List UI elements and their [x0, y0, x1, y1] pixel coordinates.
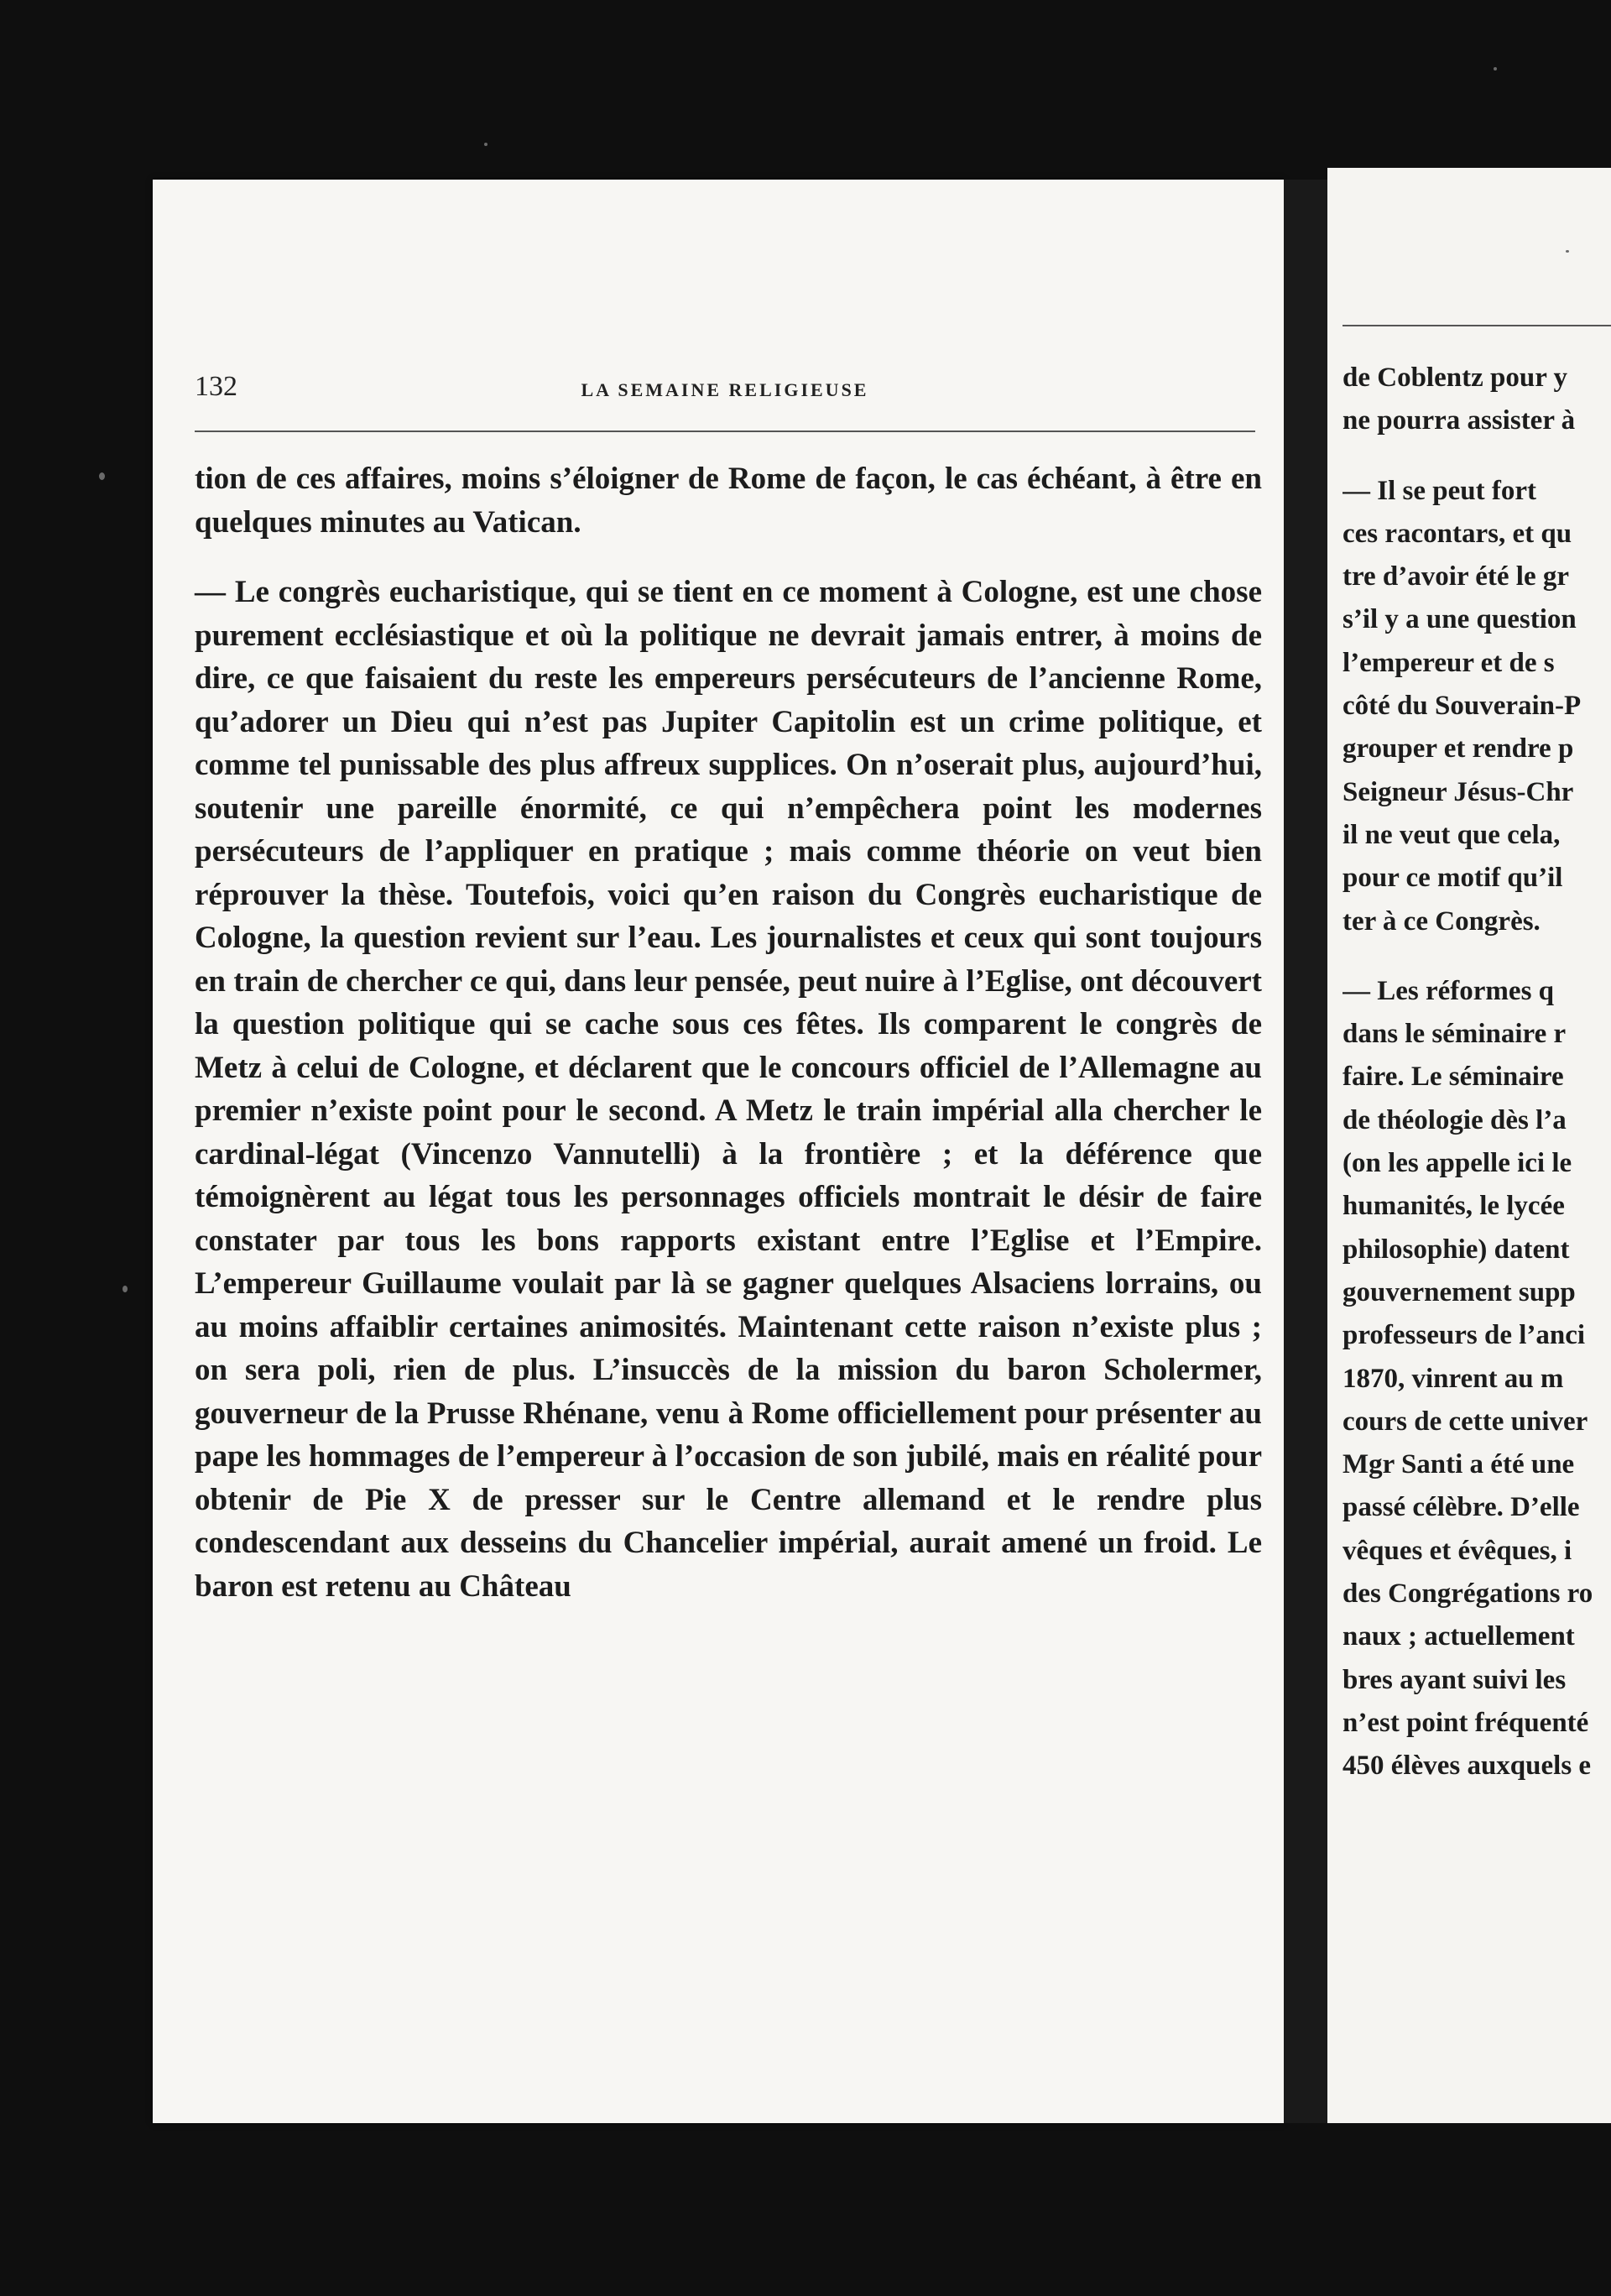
right-page-line: côté du Souverain-P: [1342, 691, 1582, 722]
scan-speck: [1566, 250, 1569, 253]
right-page-line: (on les appelle ici le: [1342, 1148, 1572, 1179]
right-page-line: naux ; actuellement: [1342, 1621, 1575, 1652]
right-page-line: des Congrégations ro: [1342, 1578, 1593, 1610]
right-page-line: ces racontars, et qu: [1342, 518, 1572, 549]
paragraph: tion de ces affaires, moins s’éloigner de Rome de façon, le cas échéant, à être en quelques minutes au Vatican.: [195, 462, 1262, 540]
right-page-line: professeurs de l’anci: [1342, 1320, 1586, 1351]
right-page-line: Seigneur Jésus-Chr: [1342, 776, 1574, 807]
right-page-line: de théologie dès l’a: [1342, 1104, 1567, 1135]
right-page-line: — Il se peut fort: [1342, 475, 1536, 506]
right-page-line: — Les réformes q: [1342, 975, 1555, 1006]
right-page-line: bres ayant suivi les: [1342, 1664, 1567, 1695]
paragraph-gap: [1342, 943, 1611, 970]
right-page-line: de Coblentz pour y: [1342, 363, 1567, 393]
right-page-line: 1870, vinrent au m: [1342, 1363, 1564, 1394]
scan-speck: [99, 472, 105, 480]
right-page-line: humanités, le lycée: [1342, 1191, 1565, 1222]
right-page-line: tre d’avoir été le gr: [1342, 561, 1569, 592]
right-page-line: grouper et rendre p: [1342, 733, 1574, 764]
right-page-line: s’il y a une question: [1342, 604, 1577, 635]
right-page-line: dans le séminaire r: [1342, 1019, 1567, 1050]
right-page-line: l’empereur et de s: [1342, 647, 1555, 678]
right-page-body: [1342, 357, 1611, 1788]
right-header-rule: [1342, 325, 1611, 326]
header-rule: [195, 430, 1255, 432]
left-page-body: [195, 457, 1262, 1608]
paragraph: — Le congrès eucharistique, qui se tient en ce moment à Cologne, est une chose purement ecclésiastique et où la politique ne devrait jamais entrer, à moins de dire, ce que faisaient du reste les empereurs persécuteurs de l’ancienne Rome, qu’adorer un Dieu qui n’est pas Jupiter Capitolin est un crime politique, et comme tel punissable des plus affreux supplices. On n’oserait plus, aujourd’hui, soutenir une pareille énormité, ce qui n’empêchera point les modernes persécuteurs de l’appliquer en pratique ; mais comme théorie on veut bien réprouver la thèse. Toutefois, voici qu’en raison du Congrès eucharistique de Cologne, la question revient sur l’eau. Les journalistes et ceux qui sont toujours en train de chercher ce qui, dans leur pensée, peut nuire à l’Eglise, ont découvert la question politique qui se cache sous ces fêtes. Ils comparent le congrès de Metz à celui de Cologne, et déclarent que le concours officiel de l’Allemagne au premier n’existe point pour le second. A Metz le train impérial alla chercher le cardinal-légat (Vincenzo Vannutelli) à la frontière ; et la déférence que témoignèrent au légat tous les personnages officiels montrait le désir de faire constater par tous les bons rapports existant entre l’Eglise et l’Empire. L’empereur Guillaume voulait par là se gagner quelques Alsaciens lorrains, ou au moins affaiblir certaines animosités. Maintenant cette raison n’existe plus ; on sera poli, rien de plus. L’insuccès de la mission du baron Scholermer, gouverneur de la Prusse Rhénane, venu à Rome officiellement pour présenter au pape les hommages de l’empereur à l’occasion de son jubilé, mais en réalité pour obtenir de Pie X de presser sur le Centre allemand et le rendre plus condescendant aux desseins du Chancelier impérial, aurait amené un froid. Le baron est retenu au Château: [195, 575, 1262, 1604]
scan-speck: [1494, 67, 1497, 70]
right-block-1: [1342, 357, 1611, 443]
right-block-3: [1342, 970, 1611, 1788]
right-page-line: il ne veut que cela,: [1342, 819, 1561, 850]
scan-speck: [484, 143, 487, 146]
right-page-line: Mgr Santi a été une: [1342, 1449, 1575, 1480]
right-page-line: pour ce motif qu’il: [1342, 863, 1563, 894]
right-page-line: 450 élèves auxquels e: [1342, 1751, 1592, 1782]
right-block-2: [1342, 470, 1611, 943]
scan-speck: [123, 1286, 128, 1292]
right-page-line: gouvernement supp: [1342, 1276, 1576, 1307]
right-page-line: cours de cette univer: [1342, 1406, 1588, 1437]
right-page-line: faire. Le séminaire: [1342, 1062, 1564, 1093]
right-page-line: passé célèbre. D’elle: [1342, 1492, 1580, 1523]
running-title: LA SEMAINE RELIGIEUSE: [581, 379, 869, 400]
page-header: [195, 195, 1255, 402]
paragraph-gap: [1342, 443, 1611, 470]
right-page-line: vêques et évêques, i: [1342, 1535, 1572, 1566]
right-page-line: ter à ce Congrès.: [1342, 905, 1541, 937]
book-gutter: [1284, 180, 1327, 2123]
right-page-line: ne pourra assister à: [1342, 405, 1576, 436]
right-page-line: n’est point fréquenté: [1342, 1707, 1589, 1738]
page-number: 132: [195, 371, 237, 402]
right-page-line: philosophie) datent: [1342, 1234, 1570, 1265]
